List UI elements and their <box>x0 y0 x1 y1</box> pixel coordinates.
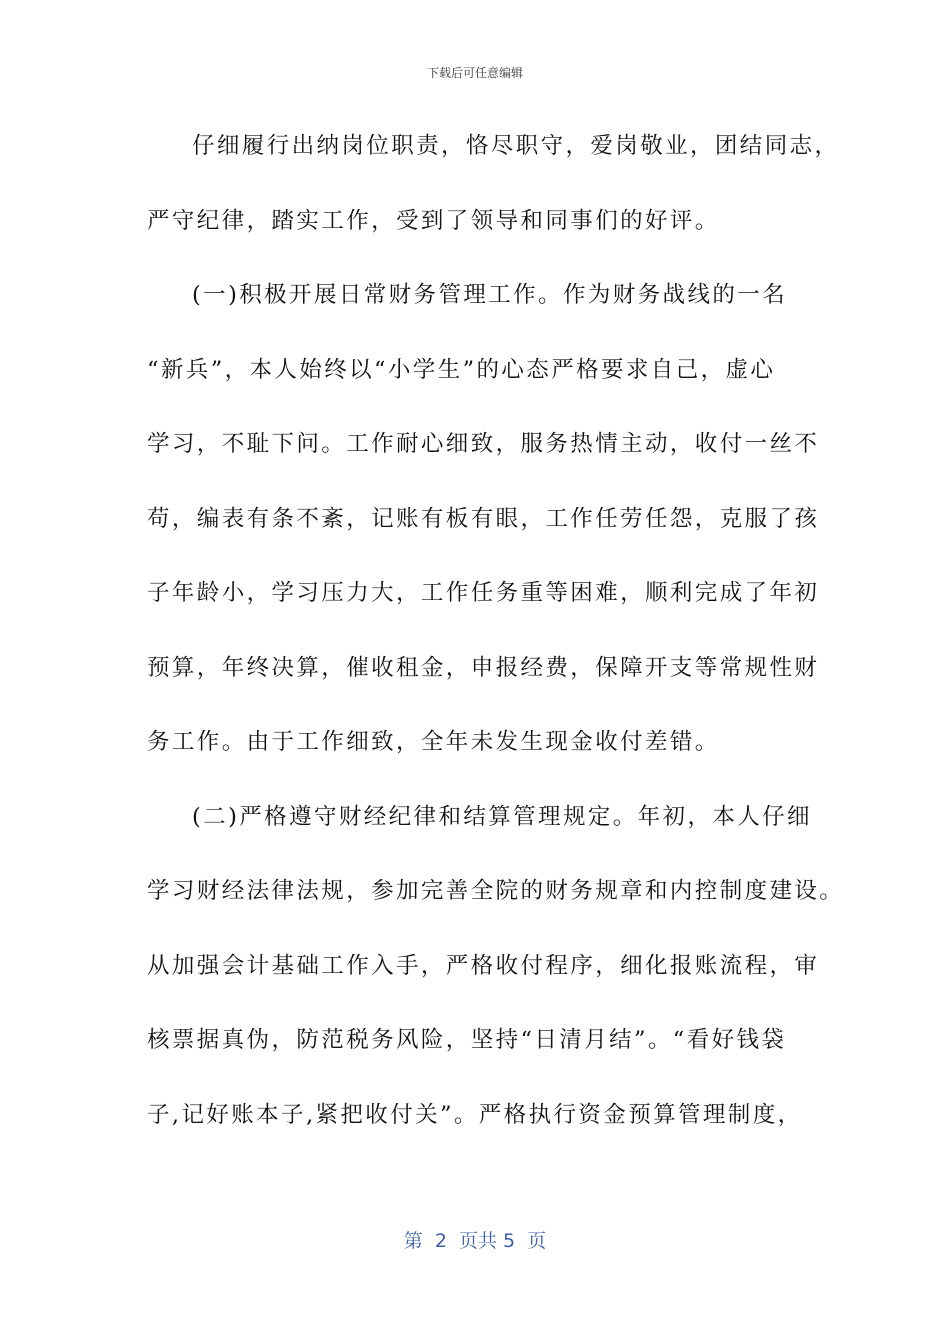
text-line: 核票据真伪，防范税务风险，坚持“日清月结”。“看好钱袋 <box>147 1027 787 1053</box>
text-line: 务工作。由于工作细致，全年未发生现金收付差错。 <box>147 729 720 755</box>
text-line: 预算，年终决算，催收租金，申报经费，保障开支等常规性财 <box>147 654 820 681</box>
text-line: 学习财经法律法规，参加完善全院的财务规章和内控制度建设。 <box>147 878 845 904</box>
text-line: 子,记好账本子,紧把收付关”。严格执行资金预算管理制度， <box>147 1101 803 1128</box>
page-number-footer: 第 2 页共 5 页 <box>403 1230 547 1252</box>
text-line: 严守纪律，踏实工作，受到了领导和同事们的好评。 <box>147 207 720 234</box>
document-body <box>147 124 845 1167</box>
text-line: 苟，编表有条不紊，记账有板有眼，工作任劳任怨，克服了孩 <box>147 505 820 532</box>
text-line: 学习，不耻下问。工作耐心细致，服务热情主动，收付一丝不 <box>147 431 820 457</box>
page-header: 下载后可任意编辑 <box>426 66 523 80</box>
text-line: (二)严格遵守财经纪律和结算管理规定。年初，本人仔细 <box>192 803 812 830</box>
text-line: 仔细履行出纳岗位职责，恪尽职守，爱岗敬业，团结同志， <box>192 133 840 159</box>
text-line: 子年龄小，学习压力大，工作任务重等困难，顺利完成了年初 <box>147 580 820 606</box>
text-line: (一)积极开展日常财务管理工作。作为财务战线的一名 <box>192 282 788 308</box>
text-line: “新兵”，本人始终以“小学生”的心态严格要求自己，虚心 <box>147 356 776 383</box>
text-line: 从加强会计基础工作入手，严格收付程序，细化报账流程，审 <box>147 952 820 979</box>
